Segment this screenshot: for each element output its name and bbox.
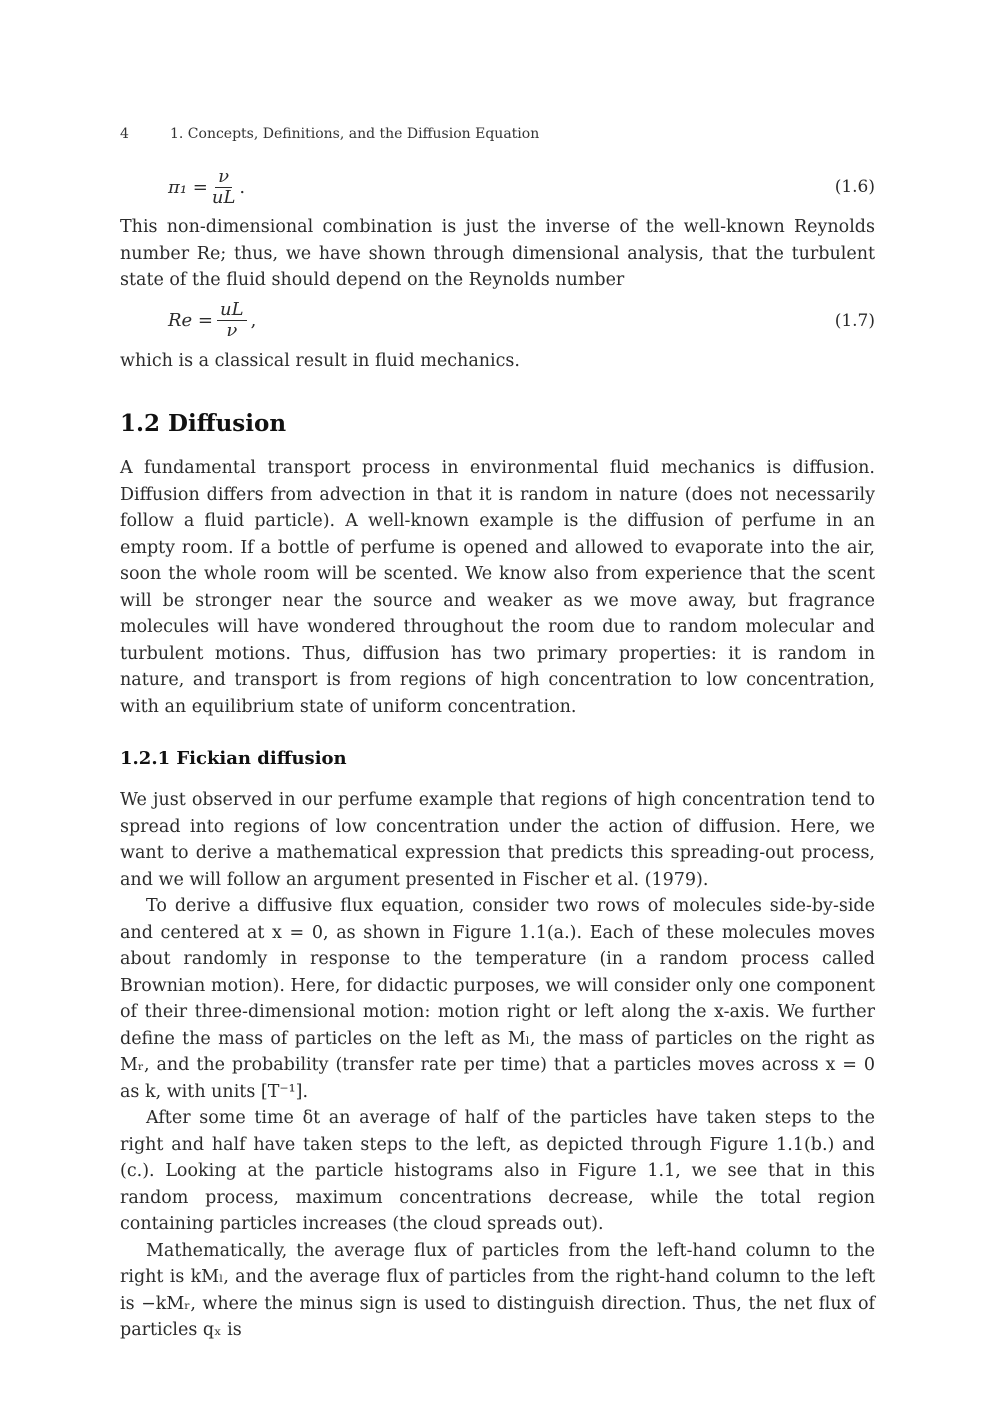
paragraph: To derive a diffusive flux equation, consider two rows of molecules side-by-side and centered at x = 0, as shown in Figure 1.1(a.). Each of these molecules moves about randomly in response to the temperature (in a random process called Brownian motion). Here, for didactic purposes, we will consider only one component of their three-dimensional motion: motion right or left along the x-axis. We further define the mass of particles on the left as Mₗ, the mass of particles on the right as Mᵣ, and the probability (transfer rate per time) that a particles moves across x = 0 as k, with units [T⁻¹]. xyxy=(120,896,875,1102)
paragraph: Mathematically, the average flux of particles from the left-hand column to the right is kMₗ, and the average flux of particles from the right-hand column to the left is −kMᵣ, where the minus sign is used to distinguish direction. Thus, the net flux of particles qₓ is xyxy=(120,1240,875,1340)
running-header xyxy=(120,126,539,142)
fraction-numerator: uL xyxy=(217,300,247,321)
fraction-numerator: ν xyxy=(215,167,232,188)
equation-number: (1.6) xyxy=(834,177,875,197)
page-body xyxy=(120,160,875,1344)
subsection-heading: 1.2.1 Fickian diffusion xyxy=(120,748,347,769)
paragraph: This non-dimensional combination is just the inverse of the well-known Reynolds number Re; thus, we have shown through dimensional analysis, that the turbulent state of the fluid should depend on the Reynolds number xyxy=(120,217,875,290)
paragraph: which is a classical result in fluid mechanics. xyxy=(120,350,520,371)
fraction-denominator: ν xyxy=(226,320,238,341)
equation-lhs: π₁ = xyxy=(168,176,208,198)
paragraph: A fundamental transport process in environmental fluid mechanics is diffusion. Diffusion differs from advection in that it is random in nature (does not necessarily follow a fluid particle). A well-known example is the diffusion of perfume in an empty room. If a bottle of perfume is opened and allowed to evaporate into the air, soon the whole room will be scented. We know also from experience that the scent will be stronger near the source and weaker as we move away, but fragrance molecules will have wondered throughout the room due to random molecular and turbulent motions. Thus, diffusion has two primary properties: it is random in nature, and transport is from regions of high concentration to low concentration, with an equilibrium state of uniform concentration. xyxy=(120,458,875,717)
equation-punctuation: . xyxy=(239,176,246,198)
section-heading: 1.2 Diffusion xyxy=(120,410,287,437)
equation-lhs: Re = xyxy=(168,310,214,331)
fraction-denominator: uL xyxy=(211,186,236,208)
fraction xyxy=(217,300,247,341)
page-number: 4 xyxy=(120,126,129,142)
paragraph: After some time δt an average of half of the particles have taken steps to the right and half have taken steps to the left, as depicted through Figure 1.1(b.) and (c.). Looking at the particle histograms also in Figure 1.1, we see that in this random process, maximum concentrations decrease, while the total region containing particles increases (the cloud spreads out). xyxy=(120,1108,875,1234)
fraction xyxy=(212,167,236,208)
equation-1-6 xyxy=(120,160,875,214)
equation-1-7 xyxy=(120,294,875,348)
equation-punctuation: , xyxy=(250,310,257,331)
running-title: 1. Concepts, Definitions, and the Diffusion Equation xyxy=(170,126,540,142)
equation-number: (1.7) xyxy=(834,310,875,331)
paragraph: We just observed in our perfume example that regions of high concentration tend to spread into regions of low concentration under the action of diffusion. Here, we want to derive a mathematical expression that predicts this spreading-out process, and we will follow an argument presented in Fischer et al. (1979). xyxy=(120,790,875,890)
